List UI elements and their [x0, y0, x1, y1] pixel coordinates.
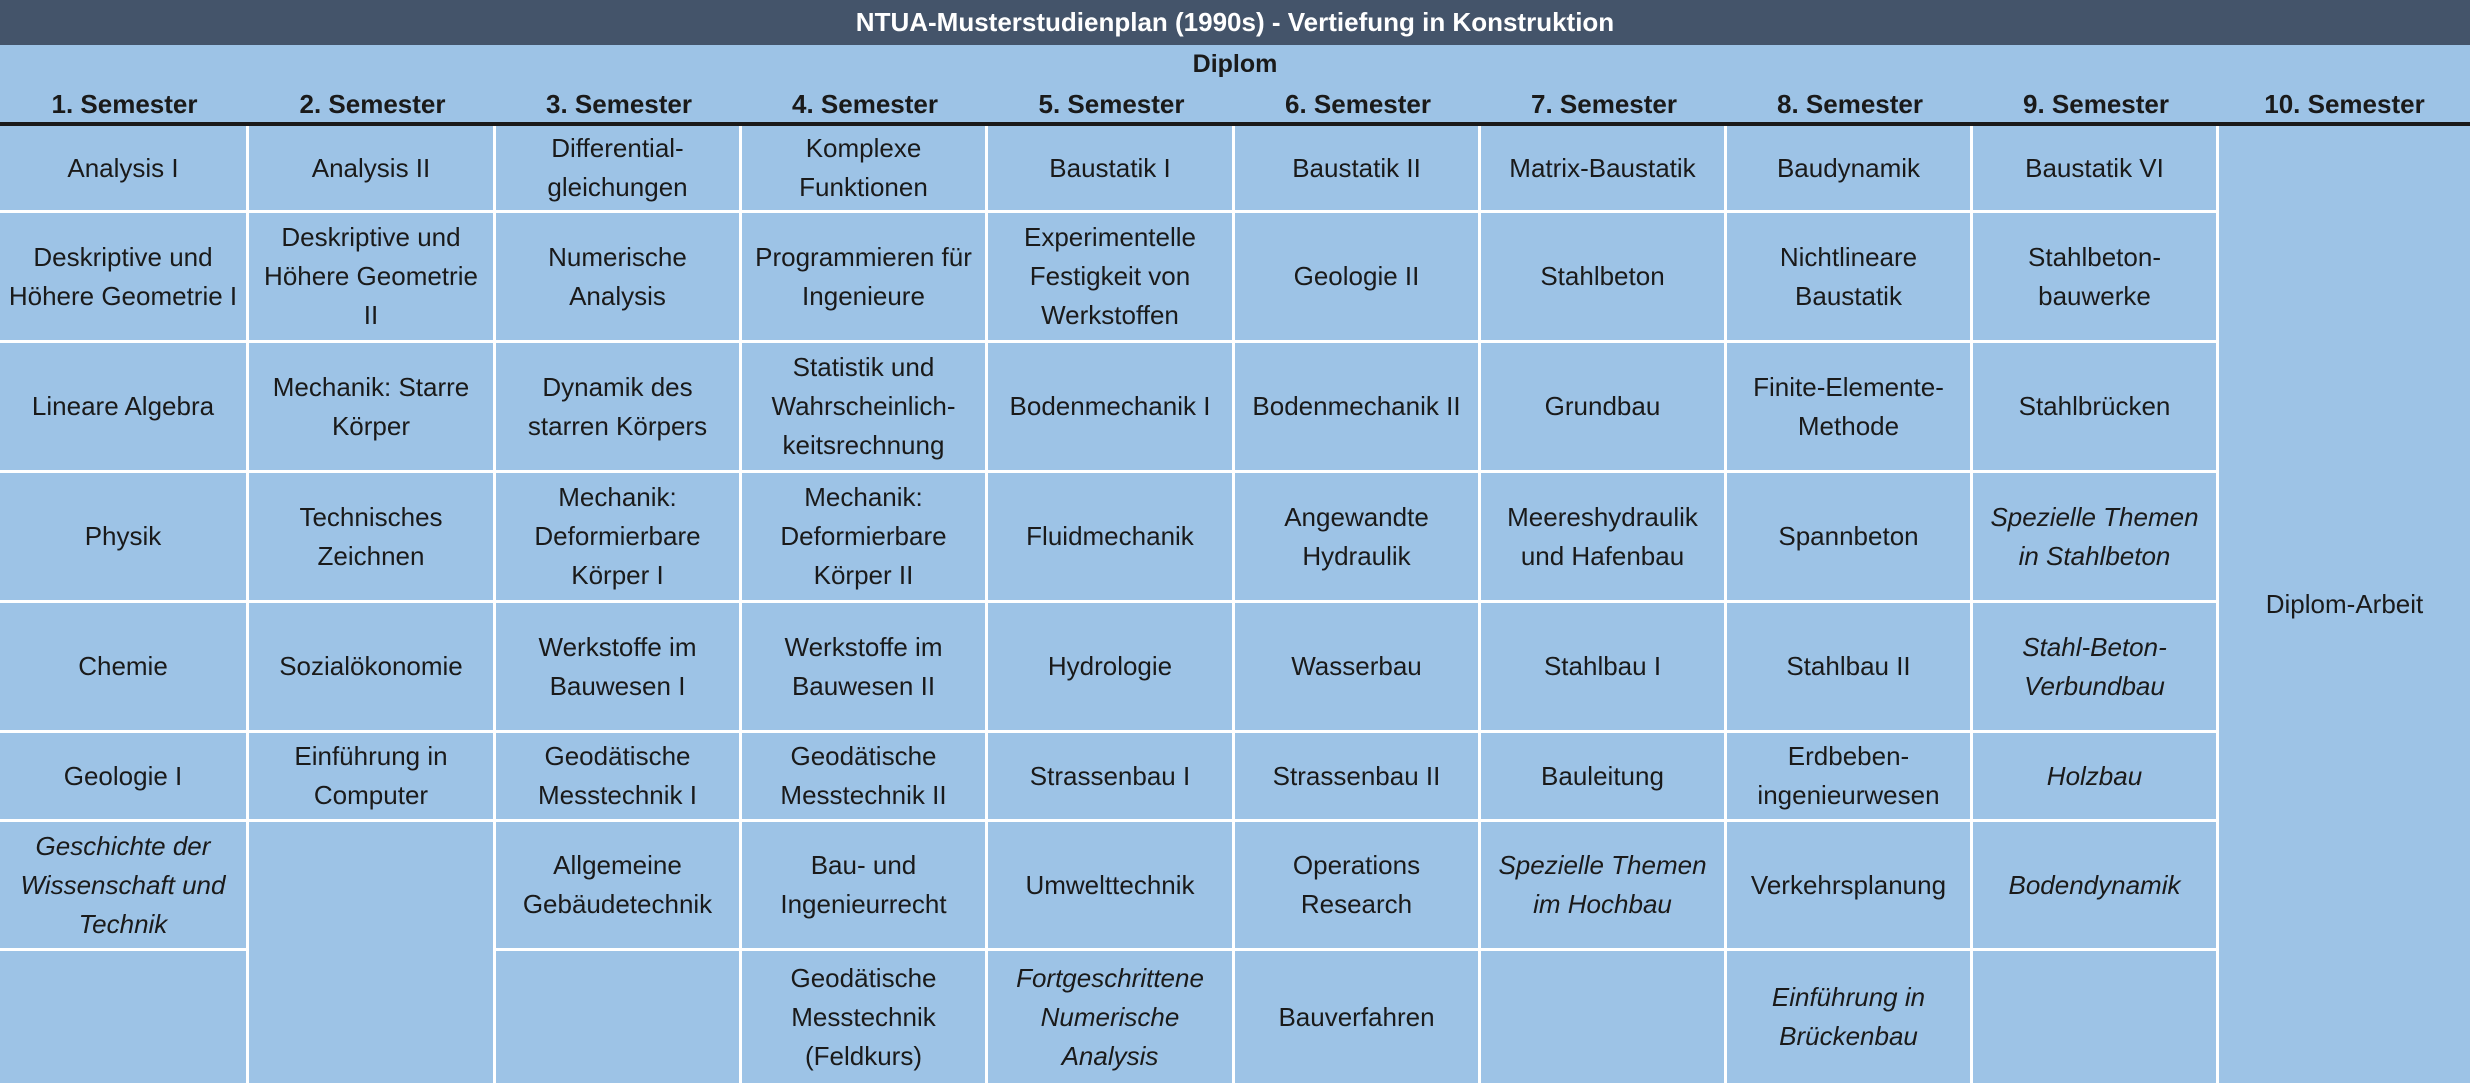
course-name: Stahlbeton [1540, 261, 1665, 291]
course-name: Bodenmechanik II [1252, 391, 1461, 421]
semester-header-1: 1. Semester [51, 88, 198, 119]
course-name: Bau- und Ingenieurrecht [780, 850, 947, 919]
course-cell [249, 213, 493, 340]
course-name: Wasserbau [1291, 651, 1422, 681]
semester-header-2: 2. Semester [299, 88, 446, 119]
empty-cell [0, 951, 246, 1083]
course-cell [496, 126, 739, 210]
course-name: Experimentelle Festigkeit von Werkstoffen [1024, 222, 1196, 330]
course-cell [249, 473, 493, 600]
course-cell [1235, 822, 1478, 948]
course-name: Bodendynamik [2008, 869, 2181, 900]
course-cell [988, 343, 1232, 470]
course-cell [1235, 733, 1478, 819]
course-cell [1235, 473, 1478, 600]
empty-cell [1481, 951, 1724, 1083]
course-cell [0, 473, 246, 600]
course-cell [1973, 343, 2216, 470]
course-cell [1727, 126, 1970, 210]
course-cell [742, 951, 985, 1083]
course-name: Baustatik I [1049, 152, 1171, 183]
course-name: Stahlbau II [1786, 651, 1911, 681]
course-cell [1727, 822, 1970, 948]
course-name: Bauverfahren [1278, 1001, 1435, 1032]
course-cell [1727, 343, 1970, 470]
course-cell [1727, 733, 1970, 819]
course-cell [742, 343, 985, 470]
course-name: Geodätische Messtechnik II [780, 741, 947, 810]
semester-header-5: 5. Semester [1038, 88, 1185, 119]
course-name: Hydrologie [1047, 651, 1173, 681]
course-cell [0, 126, 246, 210]
course-cell [496, 473, 739, 600]
course-cell [1727, 213, 1970, 340]
course-cell [988, 473, 1232, 600]
course-cell [1727, 603, 1970, 730]
course-name: Deskriptive und Höhere Geometrie I [8, 241, 238, 311]
course-name: Fluidmechanik [1026, 521, 1194, 551]
course-name: Spannbeton [1778, 521, 1919, 551]
course-name: Lineare Algebra [31, 391, 215, 421]
course-cell [249, 126, 493, 210]
semester-header-3: 3. Semester [546, 88, 692, 119]
course-cell [496, 603, 739, 730]
course-name: Holzbau [2046, 760, 2143, 791]
course-cell [1235, 951, 1478, 1083]
course-cell [1973, 126, 2216, 210]
course-cell [742, 822, 985, 948]
course-cell [1481, 733, 1724, 819]
course-name: Verkehrsplanung [1750, 869, 1947, 900]
course-cell [1727, 473, 1970, 600]
course-name: Finite-Elemente- Methode [1753, 371, 1944, 441]
course-name: Geodätische Messtechnik (Feldkurs) [790, 962, 937, 1071]
course-name: Geologie II [1293, 261, 1420, 291]
course-name: Fortgeschrittene Numerische Analysis [1016, 962, 1204, 1071]
semester-header-9: 9. Semester [2023, 88, 2169, 119]
course-name: Stahlbeton- bauwerke [2028, 241, 2161, 311]
course-name: Analysis II [311, 152, 431, 183]
course-name: Mechanik: Starre Körper [272, 371, 470, 441]
course-name: Stahlbau I [1543, 651, 1662, 681]
course-name: Dynamik des starren Körpers [527, 371, 708, 441]
course-name: Umwelttechnik [1025, 869, 1195, 900]
course-name: Sozialökonomie [279, 651, 463, 681]
semester-header-10: 10. Semester [2264, 88, 2425, 119]
semester-header-8: 8. Semester [1777, 88, 1923, 119]
course-name: Werkstoffe im Bauwesen I [538, 631, 697, 701]
course-name: Grundbau [1544, 391, 1661, 421]
course-cell [1481, 126, 1724, 210]
course-cell [1235, 343, 1478, 470]
course-cell [742, 603, 985, 730]
course-cell [1481, 473, 1724, 600]
course-name: Mechanik: Deformierbare Körper II [780, 482, 947, 590]
course-cell [988, 822, 1232, 948]
course-name: Bodenmechanik I [1009, 391, 1211, 421]
course-name: Stahlbrücken [2018, 391, 2171, 421]
course-cell [988, 951, 1232, 1083]
course-name: Numerische Analysis [548, 241, 687, 311]
course-name: Komplexe Funktionen [799, 133, 928, 202]
semester-header-6: 6. Semester [1285, 88, 1431, 119]
course-cell [1973, 473, 2216, 600]
course-name: Strassenbau I [1029, 760, 1191, 791]
course-name: Meereshydraulik und Hafenbau [1507, 501, 1698, 571]
course-name: Matrix-Baustatik [1509, 152, 1696, 183]
course-cell [742, 733, 985, 819]
empty-cell [249, 822, 493, 1083]
course-name: Stahl-Beton- Verbundbau [2022, 631, 2167, 701]
course-name: Geodätische Messtechnik I [538, 741, 697, 810]
course-cell [1235, 126, 1478, 210]
course-cell [496, 733, 739, 819]
course-cell [742, 473, 985, 600]
course-cell [1973, 733, 2216, 819]
course-name: Geschichte der Wissenschaft und Technik [20, 830, 226, 939]
course-cell [988, 603, 1232, 730]
course-name: Deskriptive und Höhere Geometrie II [264, 222, 478, 330]
course-cell [0, 822, 246, 948]
course-name: Erdbeben- ingenieurwesen [1757, 741, 1940, 810]
course-cell [1235, 603, 1478, 730]
group-header-diplom: Diplom [1192, 50, 1278, 78]
course-name: Chemie [78, 651, 168, 681]
course-cell [1235, 213, 1478, 340]
course-cell [1481, 822, 1724, 948]
course-name: Operations Research [1292, 850, 1421, 919]
course-cell [0, 733, 246, 819]
course-cell [0, 603, 246, 730]
course-name: Differential- gleichungen [547, 133, 688, 202]
course-cell [988, 213, 1232, 340]
course-cell [249, 343, 493, 470]
course-cell [1973, 603, 2216, 730]
course-name: Baustatik VI [2025, 152, 2164, 183]
empty-cell [496, 951, 739, 1083]
course-name: Baudynamik [1776, 152, 1921, 183]
course-cell [1481, 603, 1724, 730]
course-cell [496, 343, 739, 470]
course-name: Analysis I [67, 152, 179, 183]
course-name: Angewandte Hydraulik [1284, 501, 1429, 571]
course-cell [496, 822, 739, 948]
course-cell [1973, 822, 2216, 948]
course-cell [249, 603, 493, 730]
course-name: Strassenbau II [1272, 760, 1441, 791]
semester-header-4: 4. Semester [792, 88, 938, 119]
empty-cell [1973, 951, 2216, 1083]
course-name: Mechanik: Deformierbare Körper I [534, 482, 701, 590]
course-name: Baustatik II [1292, 152, 1421, 183]
course-cell [988, 733, 1232, 819]
course-name: Statistik und Wahrscheinlich- keitsrechnung [771, 352, 956, 460]
course-cell [742, 213, 985, 340]
course-cell [249, 733, 493, 819]
course-name: Technisches Zeichnen [299, 501, 443, 571]
course-cell [988, 126, 1232, 210]
course-cell [2219, 126, 2470, 1083]
semester-header-7: 7. Semester [1531, 88, 1677, 119]
course-name: Programmieren für Ingenieure [755, 241, 972, 311]
course-cell [1727, 951, 1970, 1083]
course-cell [496, 213, 739, 340]
course-name: Einführung in Brückenbau [1771, 982, 1926, 1051]
table-title: NTUA-Musterstudienplan (1990s) - Vertiefung in Konstruktion [0, 0, 2470, 45]
course-name: Physik [84, 521, 162, 551]
course-cell [0, 213, 246, 340]
course-name: Spezielle Themen in Stahlbeton [1990, 501, 2199, 571]
course-name: Werkstoffe im Bauwesen II [784, 631, 943, 701]
course-cell [0, 343, 246, 470]
course-name: Bauleitung [1541, 760, 1664, 791]
course-name: Nichtlineare Baustatik [1779, 241, 1918, 311]
course-name: Spezielle Themen im Hochbau [1498, 850, 1707, 919]
course-name: Einführung in Computer [294, 741, 448, 810]
course-name: Diplom-Arbeit [2265, 589, 2424, 619]
course-cell [1481, 343, 1724, 470]
course-name: Allgemeine Gebäudetechnik [522, 850, 713, 919]
course-cell [742, 126, 985, 210]
course-cell [1973, 213, 2216, 340]
course-cell [1481, 213, 1724, 340]
course-name: Geologie I [63, 760, 183, 791]
